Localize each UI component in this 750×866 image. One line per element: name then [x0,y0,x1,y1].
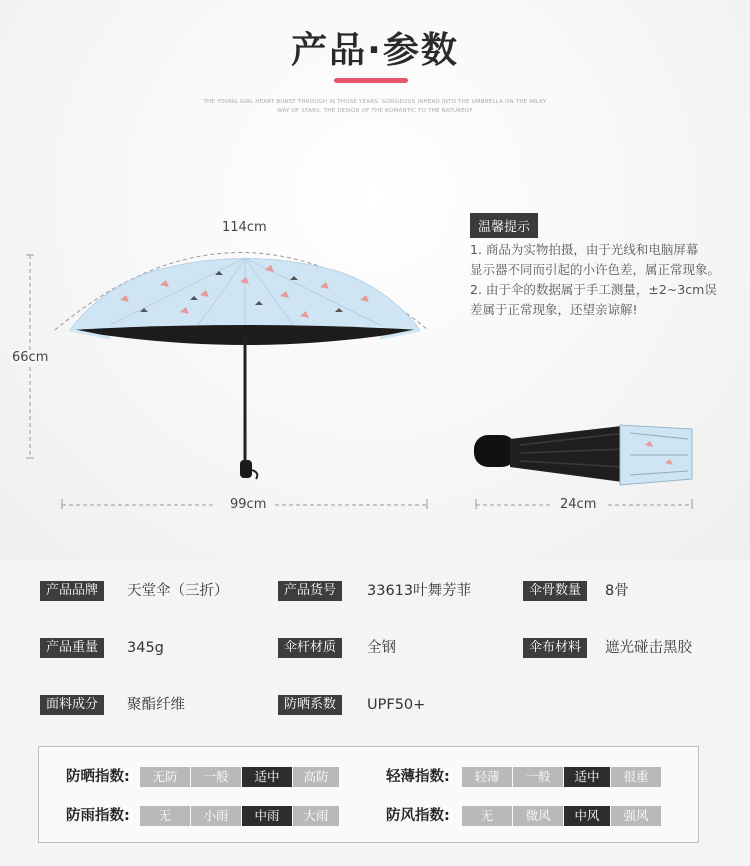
wind-index-option-3: 强风 [611,806,661,826]
rain-index-option-0: 无 [140,806,190,826]
wind-index-option-0: 无 [462,806,512,826]
width-dimension-label: 99cm [230,497,267,512]
spec-item-no-value: 33613叶舞芳菲 [367,583,472,599]
wind-index-label: 防风指数: [386,808,450,824]
spec-brand-label: 产品品牌 [40,581,104,601]
spec-shaft-label: 伞杆材质 [278,638,342,658]
spec-uv-value: UPF50+ [367,697,426,713]
tips-badge: 温馨提示 [470,213,538,238]
height-dimension-label: 66cm [12,350,49,365]
sun-index-label: 防晒指数: [66,769,130,785]
rain-index-label: 防雨指数: [66,808,130,824]
spec-material-label: 面料成分 [40,695,104,715]
tagline-line-1: THE YOUNG GIRL HEART BURST THROUGH IN THOSE YEARS. GORGEOUS INHEAD INTO THE UMBRELLA ON THE MILKY [203,99,547,105]
sun-index-option-1: 一般 [191,767,241,787]
spec-ribs-value: 8骨 [605,583,629,599]
spec-weight-value: 345g [127,640,164,656]
spec-weight-label: 产品重量 [40,638,104,658]
spec-material-value: 聚酯纤维 [127,697,185,713]
arc-dimension-label: 114cm [222,220,267,235]
tip-line-1: 1. 商品为实物拍摄，由于光线和电脑屏幕 [470,242,699,257]
spec-uv-label: 防晒系数 [278,695,342,715]
rain-index-option-1: 小雨 [191,806,241,826]
tip-line-2: 显示器不同而引起的小许色差，属正常现象。 [470,262,721,277]
sun-index-option-0: 无防 [140,767,190,787]
spec-fabric-value: 遮光碰击黑胶 [605,640,692,656]
index-panel [38,746,699,843]
wind-index-option-1: 微风 [513,806,563,826]
spec-item-no-label: 产品货号 [278,581,342,601]
tip-line-4: 差属于正常现象，还望亲谅解! [470,302,638,317]
tagline-line-2: WAY OF STARS, THE DESIGN OF THE ROMANTIC TO THE NATUREOF [277,108,473,114]
weight-index-label: 轻薄指数: [386,769,450,785]
rain-index-option-2: 中雨 [242,806,292,826]
wind-index-option-2: 中风 [564,806,610,826]
spec-brand-value: 天堂伞（三折） [127,583,229,599]
weight-index-option-0: 轻薄 [462,767,512,787]
weight-index-option-3: 很重 [611,767,661,787]
spec-fabric-label: 伞布材料 [523,638,587,658]
weight-index-option-2: 适中 [564,767,610,787]
weight-index-option-1: 一般 [513,767,563,787]
page-title: 产品·参数 [291,30,459,71]
sun-index-option-3: 高防 [293,767,339,787]
spec-ribs-label: 伞骨数量 [523,581,587,601]
folded-dimension-label: 24cm [560,497,597,512]
spec-shaft-value: 全钢 [367,640,396,656]
sun-index-option-2: 适中 [242,767,292,787]
rain-index-option-3: 大雨 [293,806,339,826]
tip-line-3: 2. 由于伞的数据属于手工测量，±2~3cm误 [470,282,717,297]
